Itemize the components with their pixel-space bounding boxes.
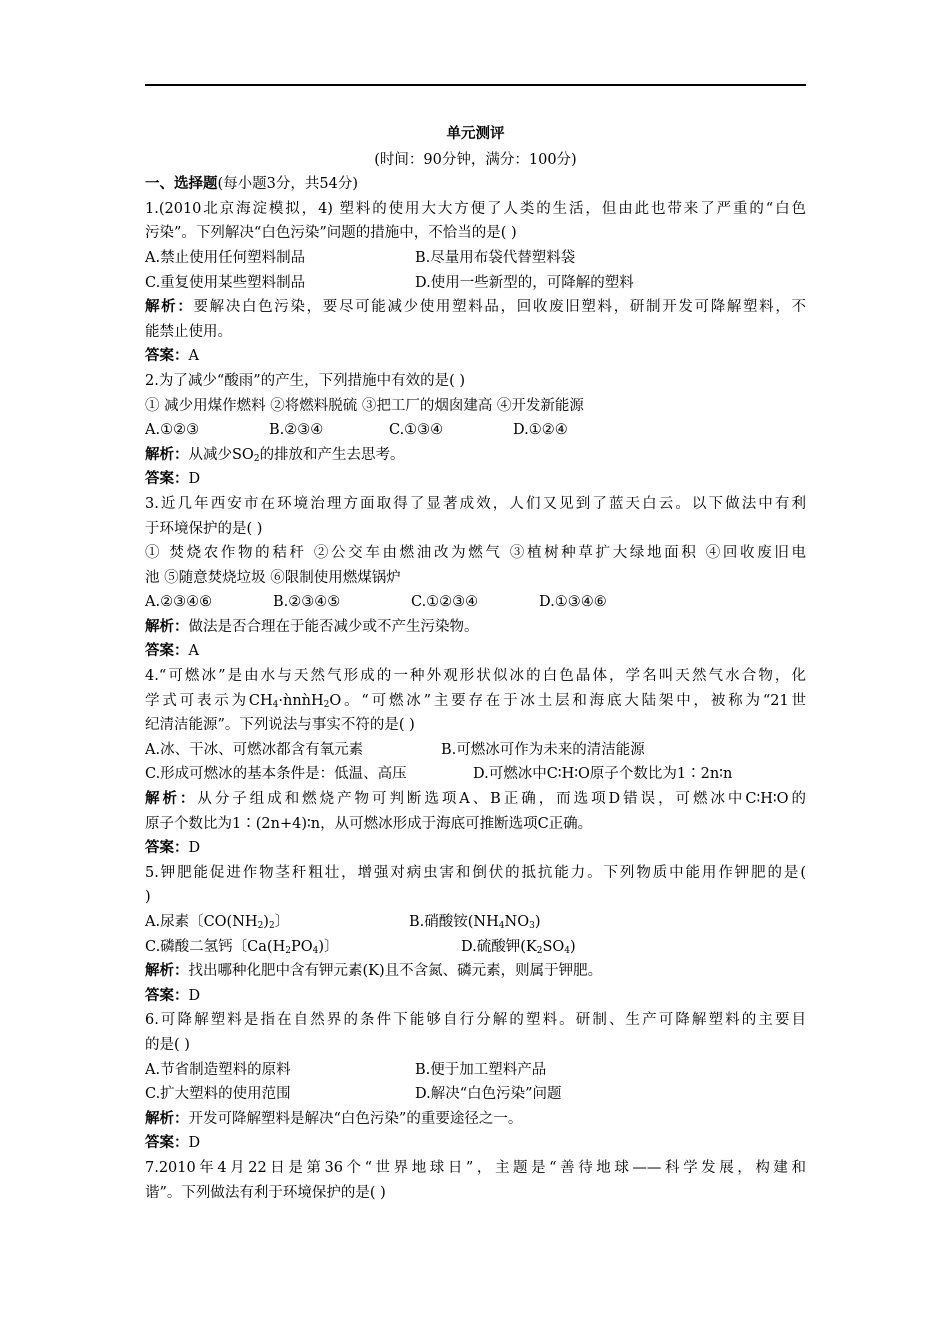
question-3-items-line-1: ① 焚烧农作物的秸秆 ②公交车由燃油改为燃气 ③植树种草扩大绿地面积 ④回收废旧电 bbox=[145, 545, 806, 562]
analysis-label: 解析： bbox=[145, 962, 189, 980]
question-7 bbox=[145, 1156, 806, 1205]
analysis-label: 解析： bbox=[145, 1109, 189, 1127]
question-4-stem-line-1: 4.“可燃冰”是由水与天然气形成的一种外观形状似冰的白色晶体，学名叫天然气水合物，化 bbox=[145, 668, 806, 685]
question-4-option-a: A.冰、干冰、可燃冰都含有氧元素 bbox=[145, 741, 364, 758]
question-5 bbox=[145, 861, 806, 1009]
question-3-answer: A bbox=[188, 643, 199, 660]
question-1-option-b: B.尽量用布袋代替塑料袋 bbox=[415, 249, 576, 266]
question-6 bbox=[145, 1008, 806, 1156]
section-heading bbox=[145, 172, 806, 197]
question-1-stem-line-2: 污染”。下列解决“白色污染”问题的措施中，不恰当的是( ) bbox=[145, 225, 517, 242]
question-7-stem-line-1: 7.2010年4月22日是第36个“世界地球日”，主题是“善待地球——科学发展，构建和 bbox=[145, 1159, 806, 1176]
question-6-analysis: 开发可降解塑料是解决“白色污染”的重要途径之一。 bbox=[188, 1110, 523, 1127]
question-1-analysis-line-2: 能禁止使用。 bbox=[145, 323, 232, 340]
question-6-option-d: D.解决“白色污染”问题 bbox=[415, 1086, 562, 1103]
answer-label: 答案： bbox=[145, 642, 189, 660]
question-1 bbox=[145, 197, 806, 369]
question-3-option-d: D.①③④⑥ bbox=[539, 594, 607, 611]
question-2-option-c: C.①③④ bbox=[389, 422, 444, 439]
question-2-option-d: D.①②④ bbox=[513, 422, 568, 439]
question-2-option-b: B.②③④ bbox=[269, 422, 324, 439]
question-5-option-b: B.硝酸铵$(NH_4NO_3)$ bbox=[409, 914, 541, 931]
question-4-analysis-line-1: 从分子组成和燃烧产物可判断选项A、B正确，而选项D错误，可燃冰中C∶H∶O的 bbox=[197, 791, 806, 808]
question-3-stem-line-2: 于环境保护的是( ) bbox=[145, 520, 263, 537]
question-5-stem-line-2: ) bbox=[145, 889, 151, 906]
analysis-label: 解析： bbox=[145, 617, 189, 635]
question-6-option-b: B.便于加工塑料产品 bbox=[415, 1061, 547, 1078]
question-1-analysis-line-1: 要解决白色污染，要尽可能减少使用塑料品，回收废旧塑料，研制开发可降解塑料，不 bbox=[193, 299, 807, 316]
page-title: 单元测评 bbox=[446, 125, 505, 142]
question-5-answer: D bbox=[188, 987, 201, 1004]
question-4-stem-line-3: 纪清洁能源”。下列说法与事实不符的是( ) bbox=[145, 717, 415, 734]
question-4-option-d: D.可燃冰中C∶H∶O原子个数比为1∶2n∶n bbox=[473, 766, 733, 783]
question-2-items: ① 减少用煤作燃料 ②将燃料脱硫 ③把工厂的烟囱建高 ④开发新能源 bbox=[145, 397, 584, 414]
question-5-option-c: C.磷酸二氢钙〔$Ca(H_2PO_4)$〕 bbox=[145, 938, 339, 956]
question-1-option-a: A.禁止使用任何塑料制品 bbox=[145, 249, 306, 266]
question-6-stem-line-2: 的是( ) bbox=[145, 1036, 190, 1053]
question-3-stem-line-1: 3.近几年西安市在环境治理方面取得了显著成效，人们又见到了蓝天白云。以下做法中有利 bbox=[145, 495, 806, 512]
question-4-analysis-line-2: 原子个数比为1∶(2n+4)∶n，从可燃冰形成于海底可推断选项C正确。 bbox=[145, 815, 593, 832]
answer-label: 答案： bbox=[145, 839, 189, 857]
question-7-stem-line-2: 谐”。下列做法有利于环境保护的是( ) bbox=[145, 1184, 386, 1201]
question-2-answer: D bbox=[188, 471, 201, 488]
question-5-option-d: D.硫酸钾$(K_2SO_4)$ bbox=[461, 938, 576, 956]
question-4-answer: D bbox=[188, 840, 201, 857]
question-3-analysis: 做法是否合理在于能否减少或不产生污染物。 bbox=[188, 618, 479, 635]
question-4-option-b: B.可燃冰可作为未来的清洁能源 bbox=[441, 741, 645, 758]
question-3-items-line-2: 池 ⑤随意焚烧垃圾 ⑥限制使用燃煤锅炉 bbox=[145, 569, 401, 586]
question-4-option-c: C.形成可燃冰的基本条件是：低温、高压 bbox=[145, 766, 407, 783]
question-5-option-a: A.尿素〔$CO(NH_2)_2$〕 bbox=[145, 914, 290, 931]
question-5-analysis: 找出哪种化肥中含有钾元素(K)且不含氮、磷元素，则属于钾肥。 bbox=[188, 963, 603, 980]
question-4-stem-line-2: 学式可表示为$CH_4\cdot ǹnǹH_2O$。“可燃冰”主要存在于冰土层和海底大陆架中，被称为“21世 bbox=[145, 692, 806, 710]
answer-label: 答案： bbox=[145, 347, 189, 365]
question-6-option-c: C.扩大塑料的使用范围 bbox=[145, 1086, 291, 1103]
answer-label: 答案： bbox=[145, 986, 189, 1004]
question-2 bbox=[145, 369, 806, 492]
question-2-analysis: 从减少$SO_2$的排放和产生去思考。 bbox=[188, 446, 405, 464]
document-body bbox=[145, 122, 806, 1205]
page-subtitle: (时间：90分钟，满分：100分) bbox=[374, 151, 577, 168]
question-3-option-a: A.②③④⑥ bbox=[145, 594, 213, 611]
question-6-answer: D bbox=[188, 1135, 201, 1152]
question-1-option-d: D.使用一些新型的，可降解的塑料 bbox=[415, 274, 634, 291]
section-note: (每小题3分，共54分) bbox=[217, 176, 358, 193]
question-2-option-a: A.①②③ bbox=[145, 422, 200, 439]
question-3-option-c: C.①②③④ bbox=[411, 594, 479, 611]
question-1-answer: A bbox=[188, 348, 199, 365]
answer-label: 答案： bbox=[145, 470, 189, 488]
analysis-label: 解析： bbox=[145, 790, 198, 808]
question-4 bbox=[145, 664, 806, 861]
question-1-stem-line-1: 1.(2010北京海淀模拟，4) 塑料的使用大大方便了人类的生活，但由此也带来了严重的“白色 bbox=[145, 200, 806, 217]
analysis-label: 解析： bbox=[145, 445, 189, 463]
answer-label: 答案： bbox=[145, 1134, 189, 1152]
question-3-option-b: B.②③④⑤ bbox=[273, 594, 341, 611]
section-heading-text: 一、选择题 bbox=[145, 175, 218, 193]
header-rule bbox=[145, 84, 806, 86]
question-6-stem-line-1: 6.可降解塑料是指在自然界的条件下能够自行分解的塑料。研制、生产可降解塑料的主要目 bbox=[145, 1012, 806, 1029]
question-5-stem-line-1: 5.钾肥能促进作物茎秆粗壮，增强对病虫害和倒伏的抵抗能力。下列物质中能用作钾肥的是( bbox=[145, 864, 806, 881]
question-2-stem: 2.为了减少“酸雨”的产生，下列措施中有效的是( ) bbox=[145, 372, 466, 389]
question-3 bbox=[145, 492, 806, 664]
question-6-option-a: A.节省制造塑料的原料 bbox=[145, 1061, 291, 1078]
question-1-option-c: C.重复使用某些塑料制品 bbox=[145, 274, 306, 291]
analysis-label: 解析： bbox=[145, 298, 194, 316]
